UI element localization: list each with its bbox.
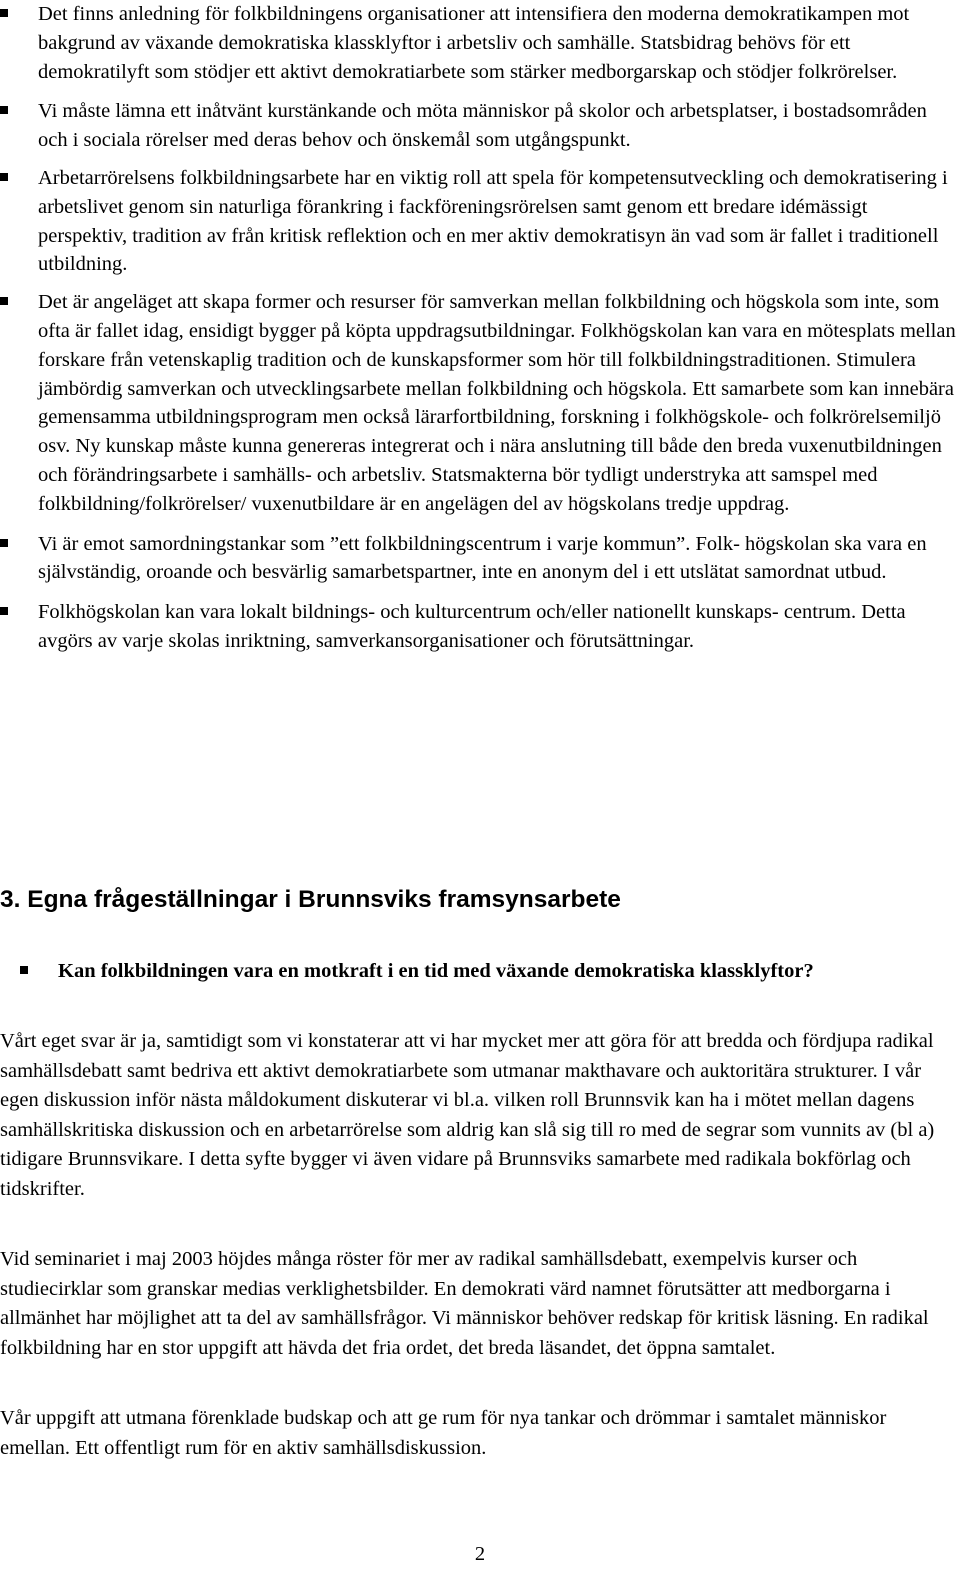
- square-bullet-icon: [0, 539, 8, 547]
- square-bullet-icon: [0, 9, 8, 17]
- bullet-text: Vi är emot samordningstankar som ”ett folkbildningscentrum i varje kommun”. Folk- högskolan ska vara en självständig, oroande och besvärlig samarbetspartner, inte en anonym del i ett utslätat samordnat utbud.: [38, 532, 927, 584]
- page-number: 2: [474, 1543, 486, 1565]
- square-bullet-icon: [0, 297, 8, 305]
- bullet-item: [0, 164, 960, 279]
- bullet-text: Det finns anledning för folkbildningens organisationer att intensifiera den moderna demokratikampen mot bakgrund av växande demokratiska klassklyftor i arbetsliv och samhälle. Statsbidrag behövs för ett demokratilyft som stödjer ett aktivt demokratiarbete som stärker medborgarskap och stödjer folkrörelser.: [38, 3, 910, 83]
- bullet-text: Arbetarrörelsens folkbildningsarbete har en viktig roll att spela för kompetensutveckling och demokratisering i arbetslivet genom sin naturliga förankring i fackföreningsrörelsen samt genom ett bredare idémässigt perspektiv, tradition av från kritisk reflektion och en mer aktiv demokratisyn än vad som är fallet i traditionell utbildning.: [38, 166, 948, 276]
- section-question: [0, 957, 900, 986]
- square-bullet-icon: [0, 607, 8, 615]
- bullet-text: Folkhögskolan kan vara lokalt bildnings- och kulturcentrum och/eller nationellt kunskaps- centrum. Detta avgörs av varje skolas inriktning, samverkansorganisationer och förutsättningar.: [38, 601, 906, 652]
- bullet-item: [0, 0, 960, 86]
- square-bullet-icon: [0, 106, 8, 114]
- bullet-text: Vi måste lämna ett inåtvänt kurstänkande och möta människor på skolor och arbetsplatser, i bostadsområden och i sociala rörelser med deras behov och önskemål som utgångspunkt.: [38, 100, 927, 152]
- body-paragraph: Vårt eget svar är ja, samtidigt som vi konstaterar att vi har mycket mer att göra för att bredda och fördjupa radikal samhällsdebatt samt bedriva ett aktivt demokratiarbete som utmanar makthavare och auktoritära strukturer. I vår egen diskussion inför nästa måldokument diskuterar vi bl.a. vilken roll Brunnsvik kan ha i mötet mellan dagens samhällskritiska diskussion och en arbetarrörelse som aldrig kan slå sig till ro med de segrar som vunnits av (bl a) tidigare Brunnsvikare. I detta syfte bygger vi även vidare på Brunnsviks samarbete med radikala bokförlag och tidskrifter.: [0, 1030, 935, 1200]
- bullet-text: Det är angeläget att skapa former och resurser för samverkan mellan folkbildning och högskola som inte, som ofta är fallet idag, ensidigt bygger på köpta uppdragsutbildningar. Folkhögskolan kan vara en mötesplats mellan forskare från vetenskaplig tradition och de kunskapsformer som hör till folkbildningstraditionen. Stimulera jämbördig samverkan och utvecklingsarbete mellan folkbildning och högskola. Ett samarbete som kan innebära gemensamma utbildningsprogram men också lärarfortbildning, forskning i folkhögskole- och folkrörelsemiljö osv. Ny kunskap måste kunna genereras integrerat och i nära anslutning till både den breda vuxenutbildningen och förändringsarbete i samhälls- och arbetsliv. Statsmakterna bör tydligt understryka att samspel med folkbildning/folkrörelser/ vuxenutbildare är en angelägen del av högskolans tredje uppdrag.: [38, 291, 956, 515]
- section-heading: 3. Egna frågeställningar i Brunnsviks framsynsarbete: [0, 886, 621, 913]
- body-paragraph: Vid seminariet i maj 2003 höjdes många röster för mer av radikal samhällsdebatt, exempelvis kurser och studiecirklar som granskar medias verklighetsbilder. En demokrati värd namnet förutsätter att medborgarna i allmänhet har möjlighet att ta del av samhällsfrågor. Vi människor behöver redskap för kritisk läsning. En radikal folkbildning har en stor uppgift att hävda det fria ordet, det breda läsandet, det öppna samtalet.: [0, 1248, 929, 1359]
- bullet-item: [0, 530, 960, 588]
- bullet-list: [0, 0, 960, 656]
- body-paragraph: Vår uppgift att utmana förenklade budskap och att ge rum för nya tankar och drömmar i samtalet människor emellan. Ett offentligt rum för en aktiv samhällsdiskussion.: [0, 1407, 887, 1459]
- square-bullet-icon: [0, 173, 8, 181]
- bullet-item: [0, 288, 960, 518]
- bullet-item: [0, 97, 960, 155]
- square-bullet-icon: [20, 966, 28, 974]
- bullet-item: [0, 598, 960, 656]
- question-text: Kan folkbildningen vara en motkraft i en tid med växande demokratiska klassklyftor?: [58, 960, 814, 982]
